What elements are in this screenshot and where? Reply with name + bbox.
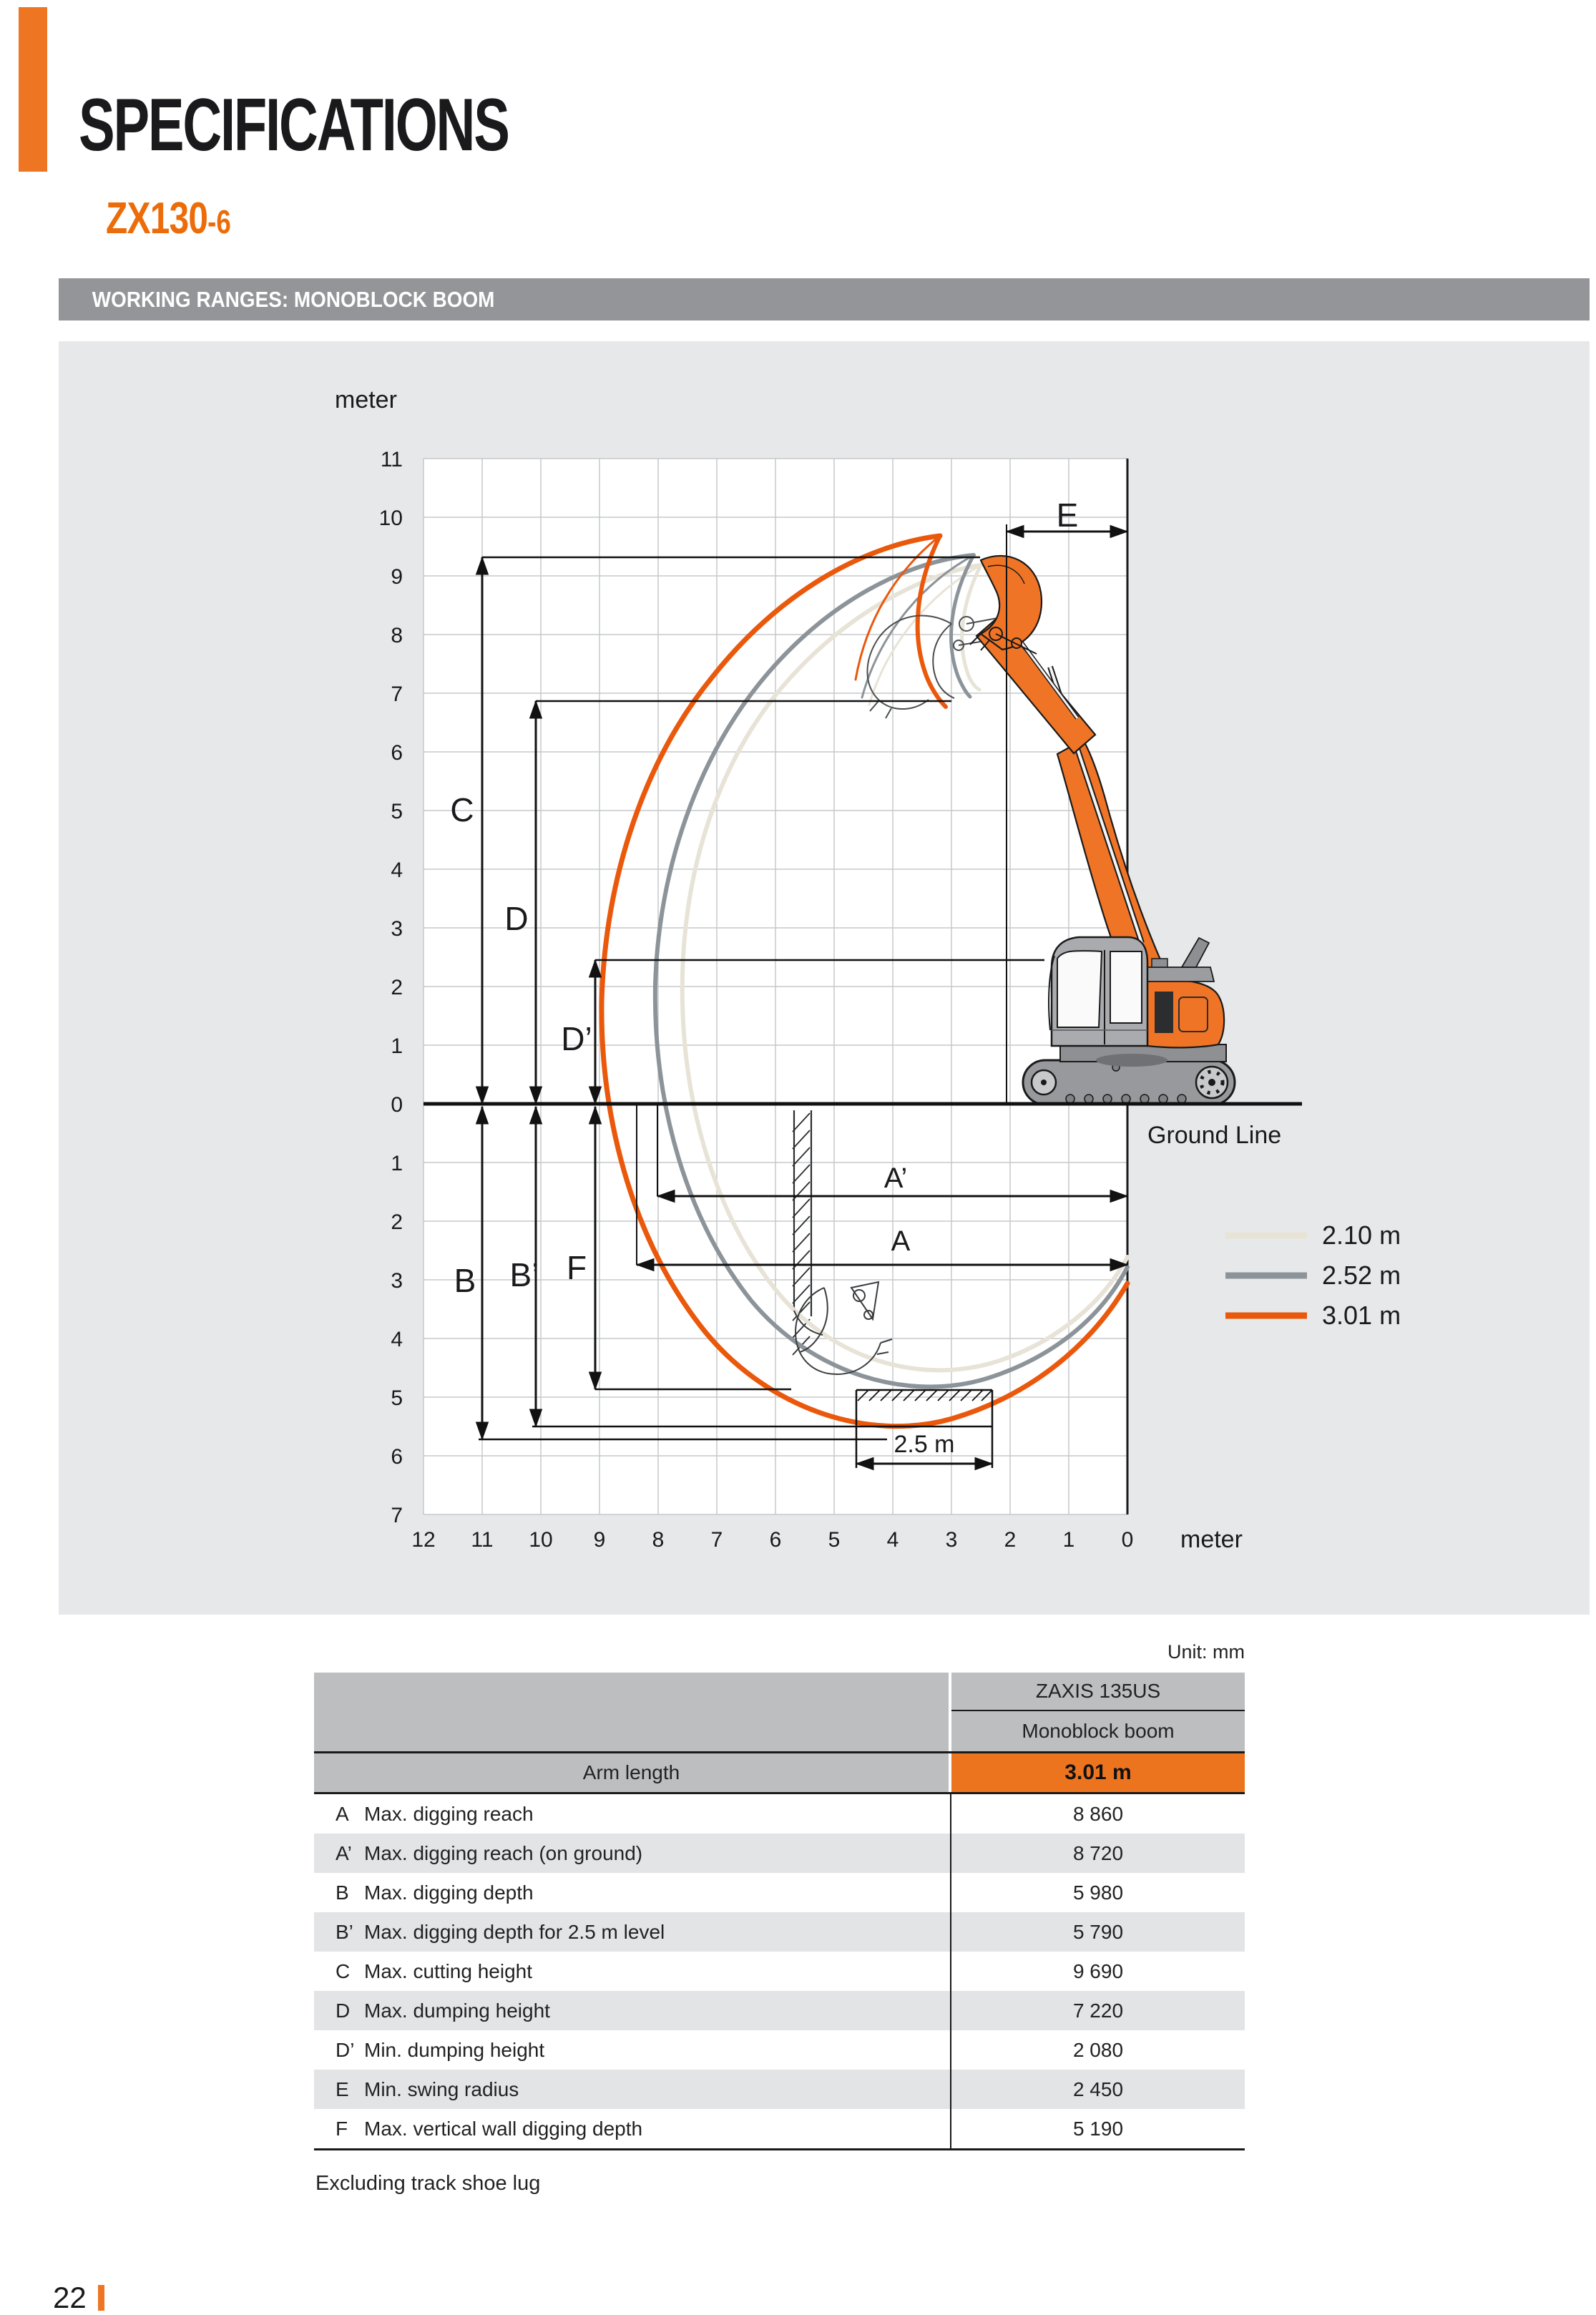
row-value: 2 450 <box>950 2070 1245 2109</box>
bucket-link-pin2 <box>1012 638 1022 648</box>
y-tick: 1 <box>391 1152 403 1175</box>
unit-note: Unit: mm <box>1167 1641 1245 1663</box>
table-row-d <box>314 1991 1245 2030</box>
table-row-c <box>314 1952 1245 1991</box>
y-tick: 2 <box>391 976 403 999</box>
x-tick: 2 <box>1004 1528 1017 1552</box>
track-idler-hub <box>1041 1080 1047 1085</box>
legend-label-2-10m: 2.10 m <box>1322 1220 1401 1250</box>
row-label: Max. digging reach (on ground) <box>364 1841 643 1864</box>
y-tick: 0 <box>391 1093 403 1117</box>
y-tick: 6 <box>391 1445 403 1469</box>
y-tick: 3 <box>391 917 403 941</box>
y-tick: 5 <box>391 1386 403 1410</box>
row-key: B <box>336 1881 349 1904</box>
engine-deck <box>1146 967 1214 982</box>
table-boom-header-cell: Monoblock boom <box>951 1711 1245 1751</box>
row-key: A <box>336 1802 349 1825</box>
legend-label-2-52m: 2.52 m <box>1322 1261 1401 1290</box>
row-value: 5 980 <box>950 1873 1245 1912</box>
dim-label-d: D <box>504 900 529 937</box>
x-tick: 6 <box>769 1528 782 1552</box>
x-axis-unit-label: meter <box>1180 1526 1243 1553</box>
table-corner-cell2 <box>314 1711 949 1751</box>
row-key: C <box>336 1959 351 1982</box>
row-label: Min. dumping height <box>364 2038 545 2061</box>
row-key: D <box>336 1999 351 2022</box>
row-label: Max. vertical wall digging depth <box>364 2117 643 2140</box>
dim-label-e: E <box>1056 496 1079 534</box>
trench-width-label: 2.5 m <box>894 1431 955 1458</box>
row-label: Max. digging depth for 2.5 m level <box>364 1920 665 1943</box>
row-value: 8 720 <box>950 1834 1245 1873</box>
x-tick: 11 <box>471 1528 494 1552</box>
row-value: 5 190 <box>950 2109 1245 2148</box>
dim-label-c: C <box>450 791 474 828</box>
section-header-label: WORKING RANGES: MONOBLOCK BOOM <box>92 286 495 312</box>
model-name: ZX130 <box>106 194 208 243</box>
row-value: 5 790 <box>950 1912 1245 1952</box>
y-tick: 5 <box>391 800 403 823</box>
dim-label-d-prime: D’ <box>561 1020 592 1057</box>
dim-label-b: B <box>454 1262 476 1299</box>
dim-label-f: F <box>566 1249 587 1286</box>
y-tick: 6 <box>391 741 403 765</box>
dim-label-a-prime: A’ <box>883 1163 908 1194</box>
row-value: 2 080 <box>950 2030 1245 2070</box>
y-tick: 3 <box>391 1269 403 1293</box>
x-tick: 1 <box>1062 1528 1075 1552</box>
row-label: Min. swing radius <box>364 2077 519 2100</box>
table-model-header-cell: ZAXIS 135US <box>951 1673 1245 1711</box>
x-tick: 8 <box>652 1528 665 1552</box>
page-title: SPECIFICATIONS <box>79 84 509 167</box>
table-row-d-prime <box>314 2030 1245 2070</box>
model-suffix-label: -6 <box>207 203 231 240</box>
x-tick: 0 <box>1121 1528 1134 1552</box>
row-value: 8 860 <box>950 1794 1245 1834</box>
table-row-a-prime <box>314 1834 1245 1873</box>
track-sprocket-hub <box>1208 1079 1215 1086</box>
row-key: E <box>336 2077 349 2100</box>
x-tick: 9 <box>593 1528 606 1552</box>
arm-length-label-cell: Arm length <box>314 1753 949 1792</box>
row-value: 7 220 <box>950 1991 1245 2030</box>
row-key: F <box>336 2117 348 2140</box>
y-axis-unit-label: meter <box>335 386 397 413</box>
table-row-f <box>314 2109 1245 2148</box>
title-accent-bar <box>19 7 47 172</box>
y-tick: 7 <box>391 1504 403 1527</box>
row-key: D’ <box>336 2038 355 2061</box>
legend-label-3-01m: 3.01 m <box>1322 1301 1401 1330</box>
y-tick: 2 <box>391 1210 403 1234</box>
table-row-b <box>314 1873 1245 1912</box>
page-number-block <box>53 2281 104 2315</box>
table-boom-header-row <box>314 1711 1245 1751</box>
y-tick: 4 <box>391 858 403 882</box>
cab-rear-window <box>1110 951 1142 1023</box>
table-body <box>314 1794 1245 2150</box>
engine-vent-grille <box>1155 992 1173 1033</box>
y-tick: 7 <box>391 682 403 706</box>
y-tick: 4 <box>391 1328 403 1351</box>
row-label: Max. digging reach <box>364 1802 534 1825</box>
row-value: 9 690 <box>950 1952 1245 1991</box>
model-title <box>106 193 231 244</box>
y-tick: 9 <box>391 565 403 589</box>
y-tick: 8 <box>391 624 403 647</box>
exhaust-stack <box>1152 959 1167 967</box>
cab-front-window <box>1057 951 1102 1027</box>
table-corner-cell <box>314 1673 949 1711</box>
row-key: B’ <box>336 1920 353 1943</box>
x-tick: 5 <box>828 1528 841 1552</box>
table-row-b-prime <box>314 1912 1245 1952</box>
arm-length-value-cell: 3.01 m <box>951 1753 1245 1792</box>
ground-line-label: Ground Line <box>1147 1122 1282 1149</box>
working-ranges-table <box>314 1673 1245 2150</box>
dim-label-b-prime: B’ <box>509 1256 539 1293</box>
table-row-e <box>314 2070 1245 2109</box>
row-label: Max. dumping height <box>364 1999 550 2022</box>
x-tick: 7 <box>710 1528 723 1552</box>
table-arm-length-row <box>314 1751 1245 1794</box>
row-label: Max. digging depth <box>364 1881 534 1904</box>
row-key: A’ <box>336 1841 352 1864</box>
section-header-bar <box>59 278 1590 320</box>
table-model-header-row <box>314 1673 1245 1711</box>
table-footnote: Excluding track shoe lug <box>315 2172 541 2195</box>
swing-turntable <box>1096 1054 1167 1067</box>
y-tick: 10 <box>378 506 403 530</box>
dim-label-a: A <box>891 1225 911 1257</box>
x-tick: 4 <box>886 1528 899 1552</box>
y-tick: 11 <box>380 448 403 471</box>
y-tick: 1 <box>391 1034 403 1058</box>
row-label: Max. cutting height <box>364 1959 533 1982</box>
page-number-accent-bar <box>98 2285 104 2311</box>
page-number: 22 <box>53 2281 87 2314</box>
x-tick: 10 <box>529 1528 553 1552</box>
x-tick: 3 <box>945 1528 958 1552</box>
table-row-a <box>314 1794 1245 1834</box>
x-tick: 12 <box>411 1528 436 1552</box>
